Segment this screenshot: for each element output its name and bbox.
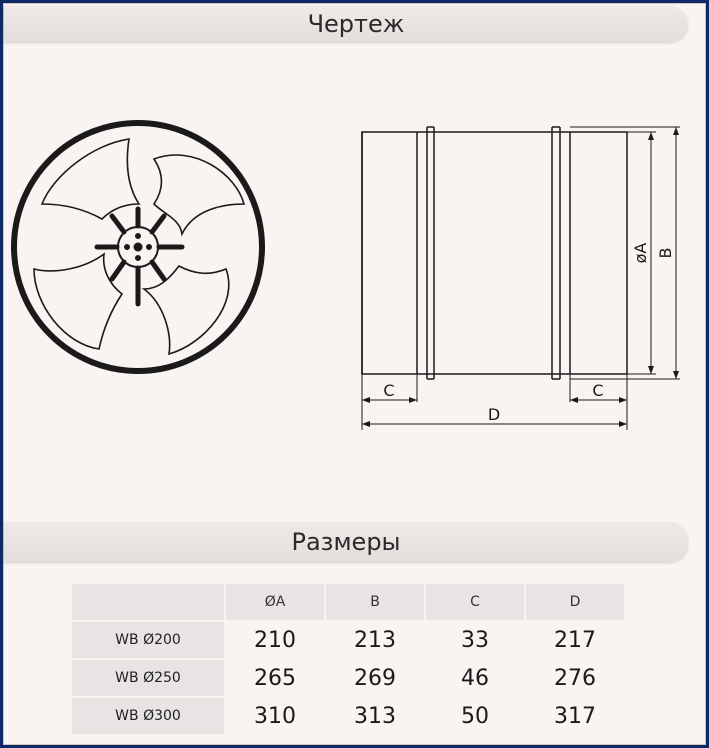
cell-value: 46 (461, 665, 489, 691)
cell-value: 217 (554, 627, 596, 653)
cell-value: 33 (461, 627, 489, 653)
column-header-b: B (326, 584, 424, 620)
dimension-arrows (362, 127, 679, 427)
row-model-label: WB Ø250 (72, 660, 224, 696)
sizes-section-header (4, 522, 688, 562)
cell-value: 269 (354, 665, 396, 691)
duct-body (362, 132, 627, 374)
cell-value: 213 (354, 627, 396, 653)
dim-label-d: D (487, 405, 501, 424)
table-header-row (72, 584, 624, 620)
table-row (72, 660, 624, 696)
sizes-title: Размеры (291, 528, 401, 556)
table-corner-cell (72, 584, 224, 620)
cell-value: 313 (354, 703, 396, 729)
dim-label-a: øA (631, 242, 650, 264)
cell-value: 276 (554, 665, 596, 691)
fan-front-view (14, 123, 262, 371)
cell-value: 50 (461, 703, 489, 729)
page-frame (3, 3, 706, 745)
dim-label-c-right: C (592, 381, 604, 400)
column-header-d: D (526, 584, 624, 620)
row-model-label: WB Ø300 (72, 698, 224, 734)
drawing-title: Чертеж (307, 10, 405, 38)
row-model-label: WB Ø200 (72, 622, 224, 658)
cell-value: 310 (254, 703, 296, 729)
dimension-lines (362, 127, 680, 430)
table-row (72, 698, 624, 734)
fan-side-view (362, 127, 680, 430)
dim-label-c-left: C (383, 381, 395, 400)
dim-label-b: B (656, 247, 675, 259)
dimensions-table-wrap (70, 582, 626, 736)
fan-hub-center (134, 243, 142, 251)
cell-value: 317 (554, 703, 596, 729)
column-header-c: C (426, 584, 524, 620)
cell-value: 210 (254, 627, 296, 653)
technical-drawing (4, 4, 707, 504)
cell-value: 265 (254, 665, 296, 691)
column-header-a: ØA (226, 584, 324, 620)
dimensions-table (70, 582, 626, 736)
table-row (72, 622, 624, 658)
